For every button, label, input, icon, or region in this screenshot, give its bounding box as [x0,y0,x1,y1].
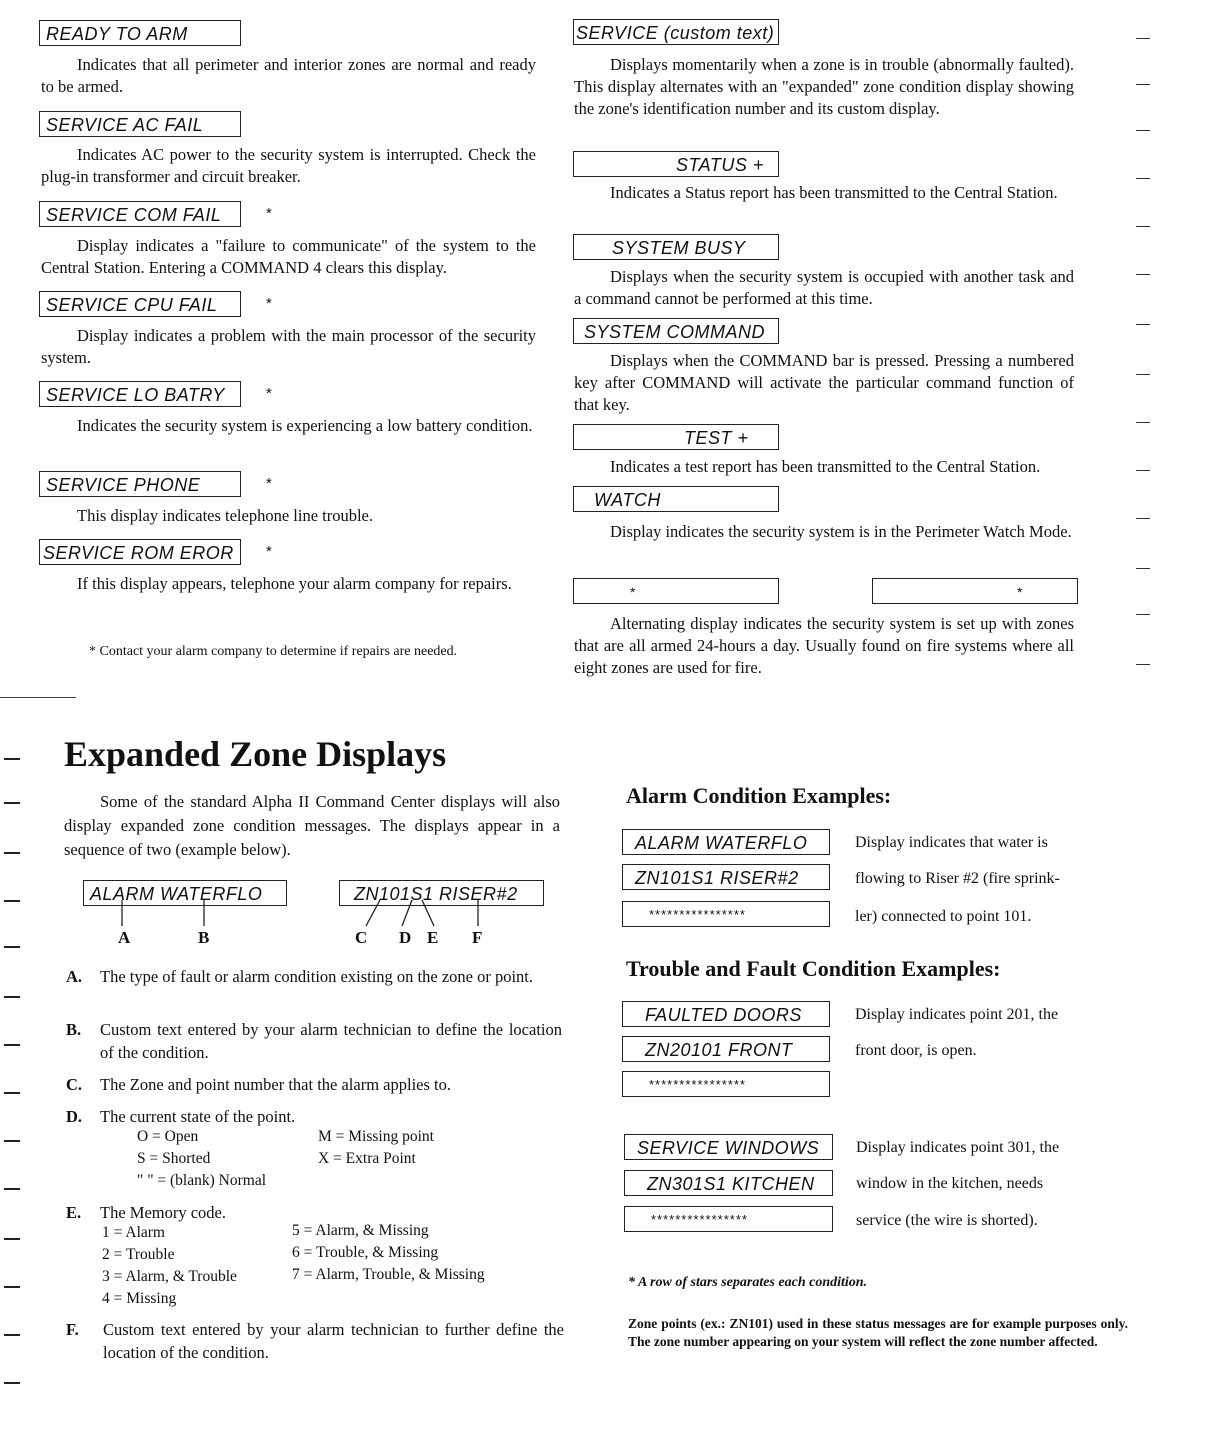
section-divider [0,697,76,698]
binding-tick [4,990,20,998]
letter-b: B [198,928,210,947]
desc-alternating [574,613,1074,679]
legend-label-f: F. [66,1320,79,1339]
binding-mark [1136,116,1150,131]
lcd-system-command: SYSTEM COMMAND [573,318,779,344]
state-shorted: S = Shorted [137,1150,211,1167]
binding-mark [1136,600,1150,615]
desc-ready-to-arm-text: Indicates that all perimeter and interior zones are normal and ready to be armed. [41,55,536,96]
expanded-intro [64,790,560,862]
desc-service-lo-batry-text: Indicates the security system is experiencing a low battery condition. [77,416,533,435]
desc-test-text: Indicates a test report has been transmitted to the Central Station. [610,457,1041,476]
desc-test [574,456,1074,478]
desc-service-phone [41,505,536,527]
lcd-alternating-right: * [872,578,1078,604]
binding-tick [4,1280,20,1288]
asterisk-com-fail: * [266,205,272,222]
binding-tick [4,796,20,804]
asterisk-rom-eror: * [266,543,272,560]
lcd-service-phone: SERVICE PHONE [39,471,241,497]
binding-tick [4,1328,20,1336]
lcd-alternating-left: * [573,578,779,604]
binding-mark [1136,360,1150,375]
lcd-system-busy: SYSTEM BUSY [573,234,779,260]
lcd-service-custom-text: SERVICE (custom text) [573,19,779,45]
trouble-lcd-4: SERVICE WINDOWS [624,1134,833,1160]
alarm-lcd-3: **************** [622,901,830,927]
desc-service-custom-text-text: Displays momentarily when a zone is in trouble (abnormally faulted). This display alternates with an "expanded" zone condition display showing the zone's identification number and its custom display. [574,55,1074,118]
letter-e: E [427,928,439,947]
trouble-desc-2b: window in the kitchen, needs [856,1175,1044,1192]
desc-ready-to-arm [41,54,536,98]
desc-service-cpu-fail [41,325,536,369]
alarm-examples-title: Alarm Condition Examples: [626,783,892,808]
state-open: O = Open [137,1128,199,1145]
legend-text-a: The type of fault or alarm condition existing on the zone or point. [100,967,534,986]
trouble-lcd-2: ZN20101 FRONT [622,1036,830,1062]
pointer-e [422,900,434,926]
binding-tick [4,1134,20,1142]
binding-tick [4,752,20,760]
binding-mark [1136,554,1150,569]
letter-f: F [472,928,483,947]
trouble-lcd-5: ZN301S1 KITCHEN [624,1170,833,1196]
trouble-desc-1a: Display indicates point 201, the [855,1006,1059,1023]
left-footnote: * Contact your alarm company to determine if repairs are needed. [89,644,458,659]
binding-tick [4,894,20,902]
legend-item-c [66,1073,562,1097]
legend-label-a: A. [66,967,83,986]
desc-watch-text: Display indicates the security system is in the Perimeter Watch Mode. [610,522,1072,541]
binding-mark [1136,456,1150,471]
memory-5: 5 = Alarm, & Missing [292,1222,429,1239]
desc-service-com-fail-text: Display indicates a "failure to communicate" of the system to the Central Station. Entering a COMMAND 4 clears this display. [41,236,536,277]
legend-label-c: C. [66,1075,83,1094]
example-pointer-lines [80,900,560,930]
trouble-desc-1b: front door, is open. [855,1042,977,1059]
trouble-lcd-1: FAULTED DOORS [622,1001,830,1027]
asterisk-phone: * [266,475,272,492]
desc-service-com-fail [41,235,536,279]
desc-system-busy-text: Displays when the security system is occupied with another task and a command cannot be performed at this time. [574,267,1074,308]
binding-tick [4,1086,20,1094]
desc-system-command [574,350,1074,416]
desc-service-custom-text [574,54,1074,120]
binding-mark [1136,24,1150,39]
desc-service-rom-eror-text: If this display appears, telephone your alarm company for repairs. [77,574,512,593]
pointer-c [366,900,380,926]
desc-watch [574,521,1074,543]
desc-service-rom-eror [41,573,536,595]
memory-4: 4 = Missing [102,1290,177,1307]
legend-text-f: Custom text entered by your alarm technician to further define the location of the condition. [103,1320,564,1362]
binding-mark [1136,164,1150,179]
letter-d: D [399,928,412,947]
binding-mark [1136,212,1150,227]
zone-note: Zone points (ex.: ZN101) used in these status messages are for example purposes only. The zone number appearing on your system will reflect the zone number affected. [628,1316,1128,1349]
desc-status-text: Indicates a Status report has been transmitted to the Central Station. [610,183,1058,202]
trouble-examples-title: Trouble and Fault Condition Examples: [626,956,1001,981]
legend-text-e: The Memory code. [100,1203,226,1222]
lcd-ready-to-arm: READY TO ARM [39,20,241,46]
trouble-lcd-3: **************** [622,1071,830,1097]
alarm-desc-1: Display indicates that water is [855,834,1048,851]
lcd-status: STATUS + [573,151,779,177]
memory-1: 1 = Alarm [102,1224,165,1241]
desc-service-ac-fail-text: Indicates AC power to the security system is interrupted. Check the plug-in transformer and circuit breaker. [41,145,536,186]
state-missing: M = Missing point [318,1128,434,1145]
desc-system-command-text: Displays when the COMMAND bar is pressed. Pressing a numbered key after COMMAND will activate the particular command function of that key. [574,351,1074,414]
legend-text-b: Custom text entered by your alarm technician to define the location of the condition. [100,1020,562,1062]
binding-mark [1136,504,1150,519]
alarm-desc-2: flowing to Riser #2 (fire sprink- [855,870,1060,887]
desc-alternating-text: Alternating display indicates the security system is set up with zones that are all armed 24-hours a day. Usually found on fire systems where all eight zones are used for fire. [574,614,1074,677]
legend-item-f [66,1318,564,1366]
trouble-desc-2a: Display indicates point 301, the [856,1139,1060,1156]
expanded-title: Expanded Zone Displays [64,734,447,774]
legend-label-e: E. [66,1203,82,1222]
memory-3: 3 = Alarm, & Trouble [102,1268,237,1285]
lcd-service-ac-fail: SERVICE AC FAIL [39,111,241,137]
legend-text-d: The current state of the point. [100,1107,296,1126]
lcd-service-rom-eror: SERVICE ROM EROR [39,539,241,565]
legend-item-b [66,1018,562,1066]
desc-system-busy [574,266,1074,310]
lcd-service-cpu-fail: SERVICE CPU FAIL [39,291,241,317]
binding-mark [1136,310,1150,325]
desc-service-cpu-fail-text: Display indicates a problem with the main processor of the security system. [41,326,536,367]
binding-tick [4,940,20,948]
binding-mark [1136,408,1150,423]
binding-mark [1136,650,1150,665]
trouble-lcd-6: **************** [624,1206,833,1232]
binding-tick [4,1232,20,1240]
stars-note: * A row of stars separates each condition. [628,1275,868,1290]
memory-2: 2 = Trouble [102,1246,175,1263]
alarm-desc-3: ler) connected to point 101. [855,908,1032,925]
desc-status [574,182,1074,204]
desc-service-lo-batry [41,415,536,437]
example-lcd-right: ZN101S1 RISER#2 [339,880,544,906]
binding-tick [4,1182,20,1190]
desc-service-phone-text: This display indicates telephone line trouble. [77,506,374,525]
expanded-intro-text: Some of the standard Alpha II Command Center displays will also display expanded zone condition messages. The displays appear in a sequence of two (example below). [64,792,560,859]
legend-label-b: B. [66,1020,82,1039]
letter-a: A [118,928,131,947]
lcd-watch: WATCH [573,486,779,512]
memory-6: 6 = Trouble, & Missing [292,1244,439,1261]
desc-service-ac-fail [41,144,536,188]
lcd-service-com-fail: SERVICE COM FAIL [39,201,241,227]
binding-tick [4,1376,20,1384]
state-normal: " " = (blank) Normal [137,1172,267,1189]
alarm-lcd-1: ALARM WATERFLO [622,829,830,855]
binding-mark [1136,260,1150,275]
legend-text-c: The Zone and point number that the alarm applies to. [100,1075,451,1094]
binding-mark [1136,70,1150,85]
legend-item-a [66,965,562,1013]
lcd-test: TEST + [573,424,779,450]
asterisk-lo-batry: * [266,385,272,402]
letter-c: C [355,928,368,947]
pointer-d [402,900,412,926]
state-extra: X = Extra Point [318,1150,416,1167]
asterisk-cpu-fail: * [266,295,272,312]
example-lcd-left: ALARM WATERFLO [83,880,287,906]
memory-7: 7 = Alarm, Trouble, & Missing [292,1266,485,1283]
legend-label-d: D. [66,1107,83,1126]
binding-tick [4,846,20,854]
alarm-lcd-2: ZN101S1 RISER#2 [622,864,830,890]
binding-tick [4,1038,20,1046]
trouble-desc-2c: service (the wire is shorted). [856,1212,1038,1229]
lcd-service-lo-batry: SERVICE LO BATRY [39,381,241,407]
